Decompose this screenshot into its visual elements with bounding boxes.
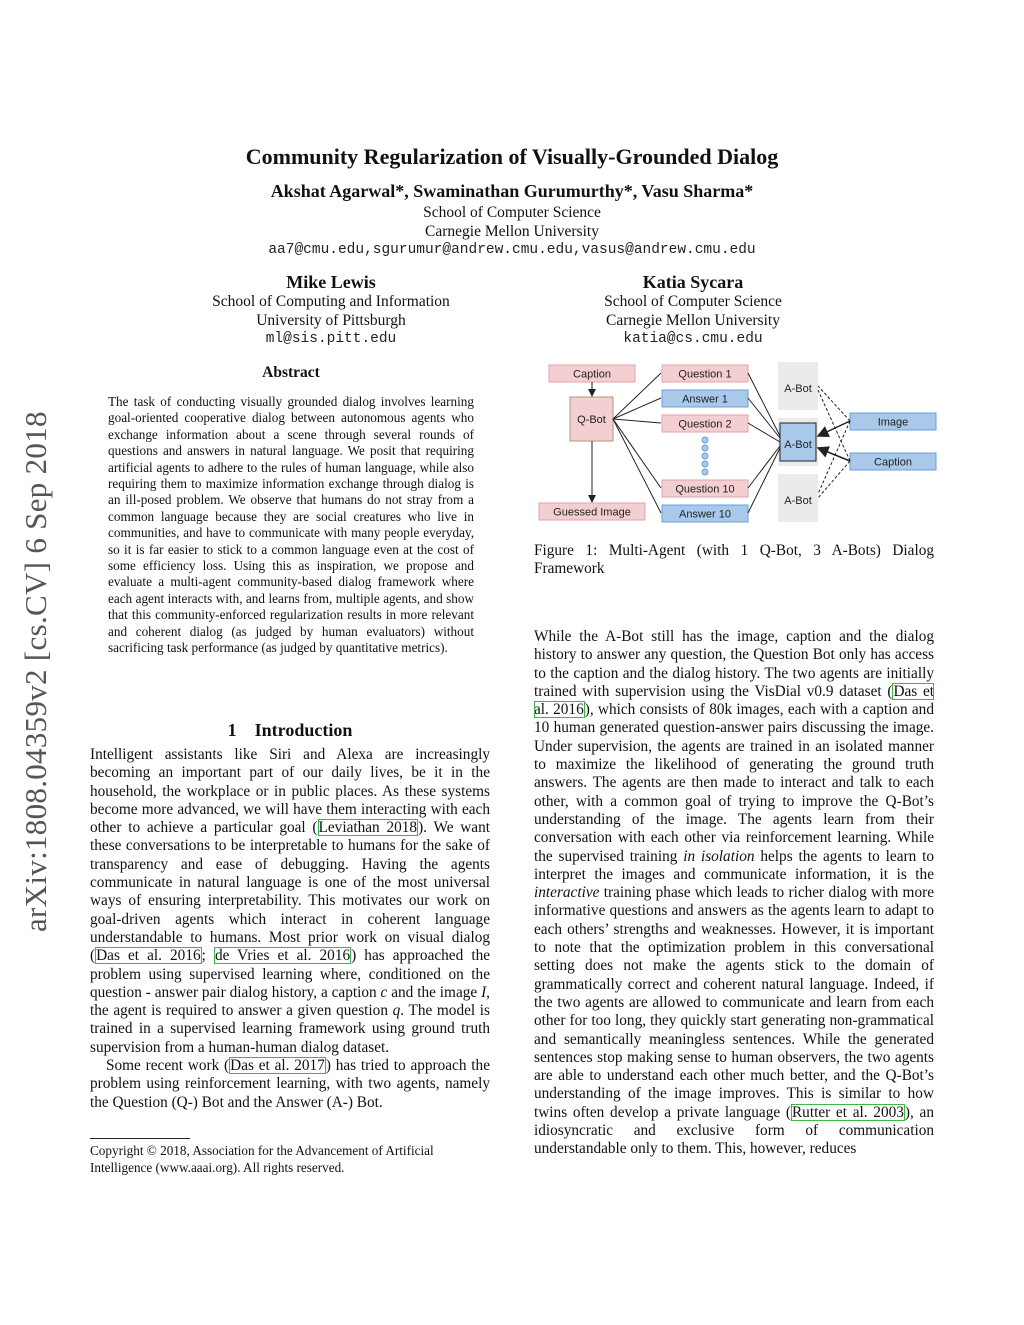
author-block-left bbox=[131, 273, 531, 349]
citation-link[interactable]: Das et al. 2017 bbox=[230, 1057, 325, 1075]
citation-link[interactable]: de Vries et al. 2016 bbox=[214, 947, 351, 965]
arxiv-identifier: arXiv:1808.04359v2 [cs.CV] 6 Sep 2018 bbox=[18, 411, 53, 932]
author-email: katia@cs.cmu.edu bbox=[623, 331, 763, 347]
ellipsis-dot bbox=[702, 445, 708, 451]
math-variable: c bbox=[380, 983, 388, 1001]
citation-link[interactable]: Rutter et al. 2003 bbox=[791, 1103, 904, 1121]
paragraph: While the A-Bot still has the image, caption and the dialog history to answer any question, the Question Bot only has access to the caption and the dialog history. The two agents are initially trained with supervision using the VisDial v0.9 dataset (Das et al. 2016), which consists of 80k images, each with a caption and 10 human generated question-answer pairs discussing the image. Under supervision, the agents are trained in an isolated manner to maximize the likelihood of generating the ground truth answers. The agents are then made to interact and talk to each other, with a common goal of trying to improve the Q-Bot’s understanding of the image. The agents learn from their conversation with each other via reinforcement learning. While the supervised training in isolation helps the agents to learn to interpret the images and communicate information, it is the interactive training phase which leads to richer dialog with more informative questions and answers as the agents learn to adapt to each others’ strengths and weaknesses. However, it is important to note that the optimization problem in this conversational setting does not make the agents stick to the domain of grammatically correct and coherent natural language. Indeed, if the two agents are allowed to communicate and learn from each other for too long, they quickly start generating non-grammatical and semantically meaningless sentences. While the generated sentences stop making sense to human observers, the two agents are able to understand each other much better, and the Q-Bot’s understanding of the image improves. This is similar to how twins often develop a private language (Rutter et al. 2003), an idiosyncratic and exclusive form of communication understandable only to them. This, however, reduces bbox=[534, 628, 934, 1158]
affiliation-line: School of Computer Science bbox=[604, 293, 782, 310]
paragraph: Intelligent assistants like Siri and Alexa are increasingly becoming an important part of our daily lives, be it in the household, the workplace or in public places. As these systems become more advanced, we will have them interacting with each other to achieve a particular goal (Leviathan 2018). We want these conversations to be interpretable to humans for the sake of transparency and ease of debugging. Having the agents communicate in natural language is one of the most universal ways of ensuring interpretability. This motivates our work on goal-driven agents which interact in coherent language understandable to humans. Most prior work on visual dialog (Das et al. 2016; de Vries et al. 2016) has approached the problem using supervised learning where, conditioned on the question - answer pair dialog history, a caption c and the image I, the agent is required to answer a given question q. The model is trained in a supervised learning framework using ground truth supervision from a human-human dialog dataset. bbox=[90, 746, 491, 1056]
ellipsis-dot bbox=[702, 461, 708, 467]
emphasis: interactive bbox=[534, 884, 600, 902]
guessed-image-label: Guessed Image bbox=[553, 506, 631, 519]
answer-10-label: Answer 10 bbox=[679, 508, 731, 521]
copyright-footnote: Copyright © 2018, Association for the Advancement of Artificial Intelligence (www.aaai.org). All rights reserved. bbox=[90, 1143, 434, 1175]
author-block-right bbox=[493, 273, 893, 349]
right-column-text bbox=[534, 628, 934, 1159]
ellipsis-dot bbox=[702, 453, 708, 459]
question-2-label: Question 2 bbox=[678, 418, 732, 431]
paragraph: Some recent work (Das et al. 2017) has tried to approach the problem using reinforcement learning, with two agents, namely the Question (Q-) Bot and the Answer (A-) Bot. bbox=[90, 1057, 490, 1111]
author-name: Katia Sycara bbox=[642, 272, 744, 292]
author-name: Mike Lewis bbox=[286, 272, 376, 292]
abstract-text: The task of conducting visually grounded dialog involves learning goal-oriented cooperative dialog between autonomous agents who exchange information about a scene through several rounds of questions and answers in natural language. We posit that requiring artificial agents to adhere to the rules of human language, while also requiring them to maximize information exchange through dialog is an ill-posed problem. We observe that humans do not stray from a common language because they are social creatures who live in communities, and have to communicate with many people everyday, so it is far easier to stick to a common language even at the cost of some efficiency loss. Using this as inspiration, we propose and evaluate a multi-agent community-based dialog framework where each agent interacts with, and learns from, multiple agents, and show that this community-enforced regularization results in more relevant and coherent dialog (as judged by human evaluators) without sacrificing task performance (as judged by quantitative metrics). bbox=[108, 394, 474, 656]
main-affiliation bbox=[0, 203, 1024, 260]
question-10-label: Question 10 bbox=[675, 483, 735, 496]
affiliation-line: Carnegie Mellon University bbox=[606, 312, 780, 329]
main-emails: aa7@cmu.edu,sgurumur@andrew.cmu.edu,vasus@andrew.cmu.edu bbox=[268, 242, 756, 258]
abot-label-middle: A-Bot bbox=[784, 439, 812, 451]
ellipsis-dot bbox=[702, 469, 708, 475]
footnote-rule bbox=[90, 1138, 190, 1139]
image-label: Image bbox=[877, 416, 909, 429]
math-variable: I bbox=[481, 983, 487, 1001]
figure-1-caption: Figure 1: Multi-Agent (with 1 Q-Bot, 3 A-Bots) Dialog Framework bbox=[534, 542, 934, 578]
qbot-label: Q-Bot bbox=[577, 414, 606, 426]
affiliation-line: School of Computing and Information bbox=[212, 293, 450, 310]
citation-link[interactable]: Das et al. 2016 bbox=[534, 682, 934, 719]
caption-right-label: Caption bbox=[874, 456, 912, 469]
question-1-label: Question 1 bbox=[678, 368, 732, 381]
citation-link[interactable]: Leviathan 2018 bbox=[318, 819, 418, 837]
affiliation-line: Carnegie Mellon University bbox=[425, 223, 599, 240]
answer-1-label: Answer 1 bbox=[682, 393, 728, 406]
citation-link[interactable]: Das et al. 2016 bbox=[96, 947, 201, 965]
caption-box-label: Caption bbox=[573, 368, 611, 381]
section-title: Introduction bbox=[254, 720, 353, 740]
ellipsis-dot bbox=[702, 437, 708, 443]
abot-label-top: A-Bot bbox=[784, 383, 812, 395]
abstract-heading: Abstract bbox=[262, 364, 320, 381]
emphasis: in isolation bbox=[683, 847, 755, 865]
section-heading bbox=[90, 720, 490, 741]
introduction-text bbox=[90, 746, 490, 1112]
affiliation-line: School of Computer Science bbox=[423, 204, 601, 221]
paper-title: Community Regularization of Visually-Grounded Dialog bbox=[245, 144, 779, 169]
abot-label-bottom: A-Bot bbox=[784, 495, 812, 507]
main-authors: Akshat Agarwal*, Swaminathan Gurumurthy*, Vasu Sharma* bbox=[270, 181, 754, 201]
section-number: 1 bbox=[227, 720, 237, 740]
math-variable: q bbox=[392, 1002, 401, 1020]
figure-1-diagram bbox=[534, 356, 940, 532]
affiliation-line: University of Pittsburgh bbox=[256, 312, 406, 329]
author-email: ml@sis.pitt.edu bbox=[265, 331, 397, 347]
